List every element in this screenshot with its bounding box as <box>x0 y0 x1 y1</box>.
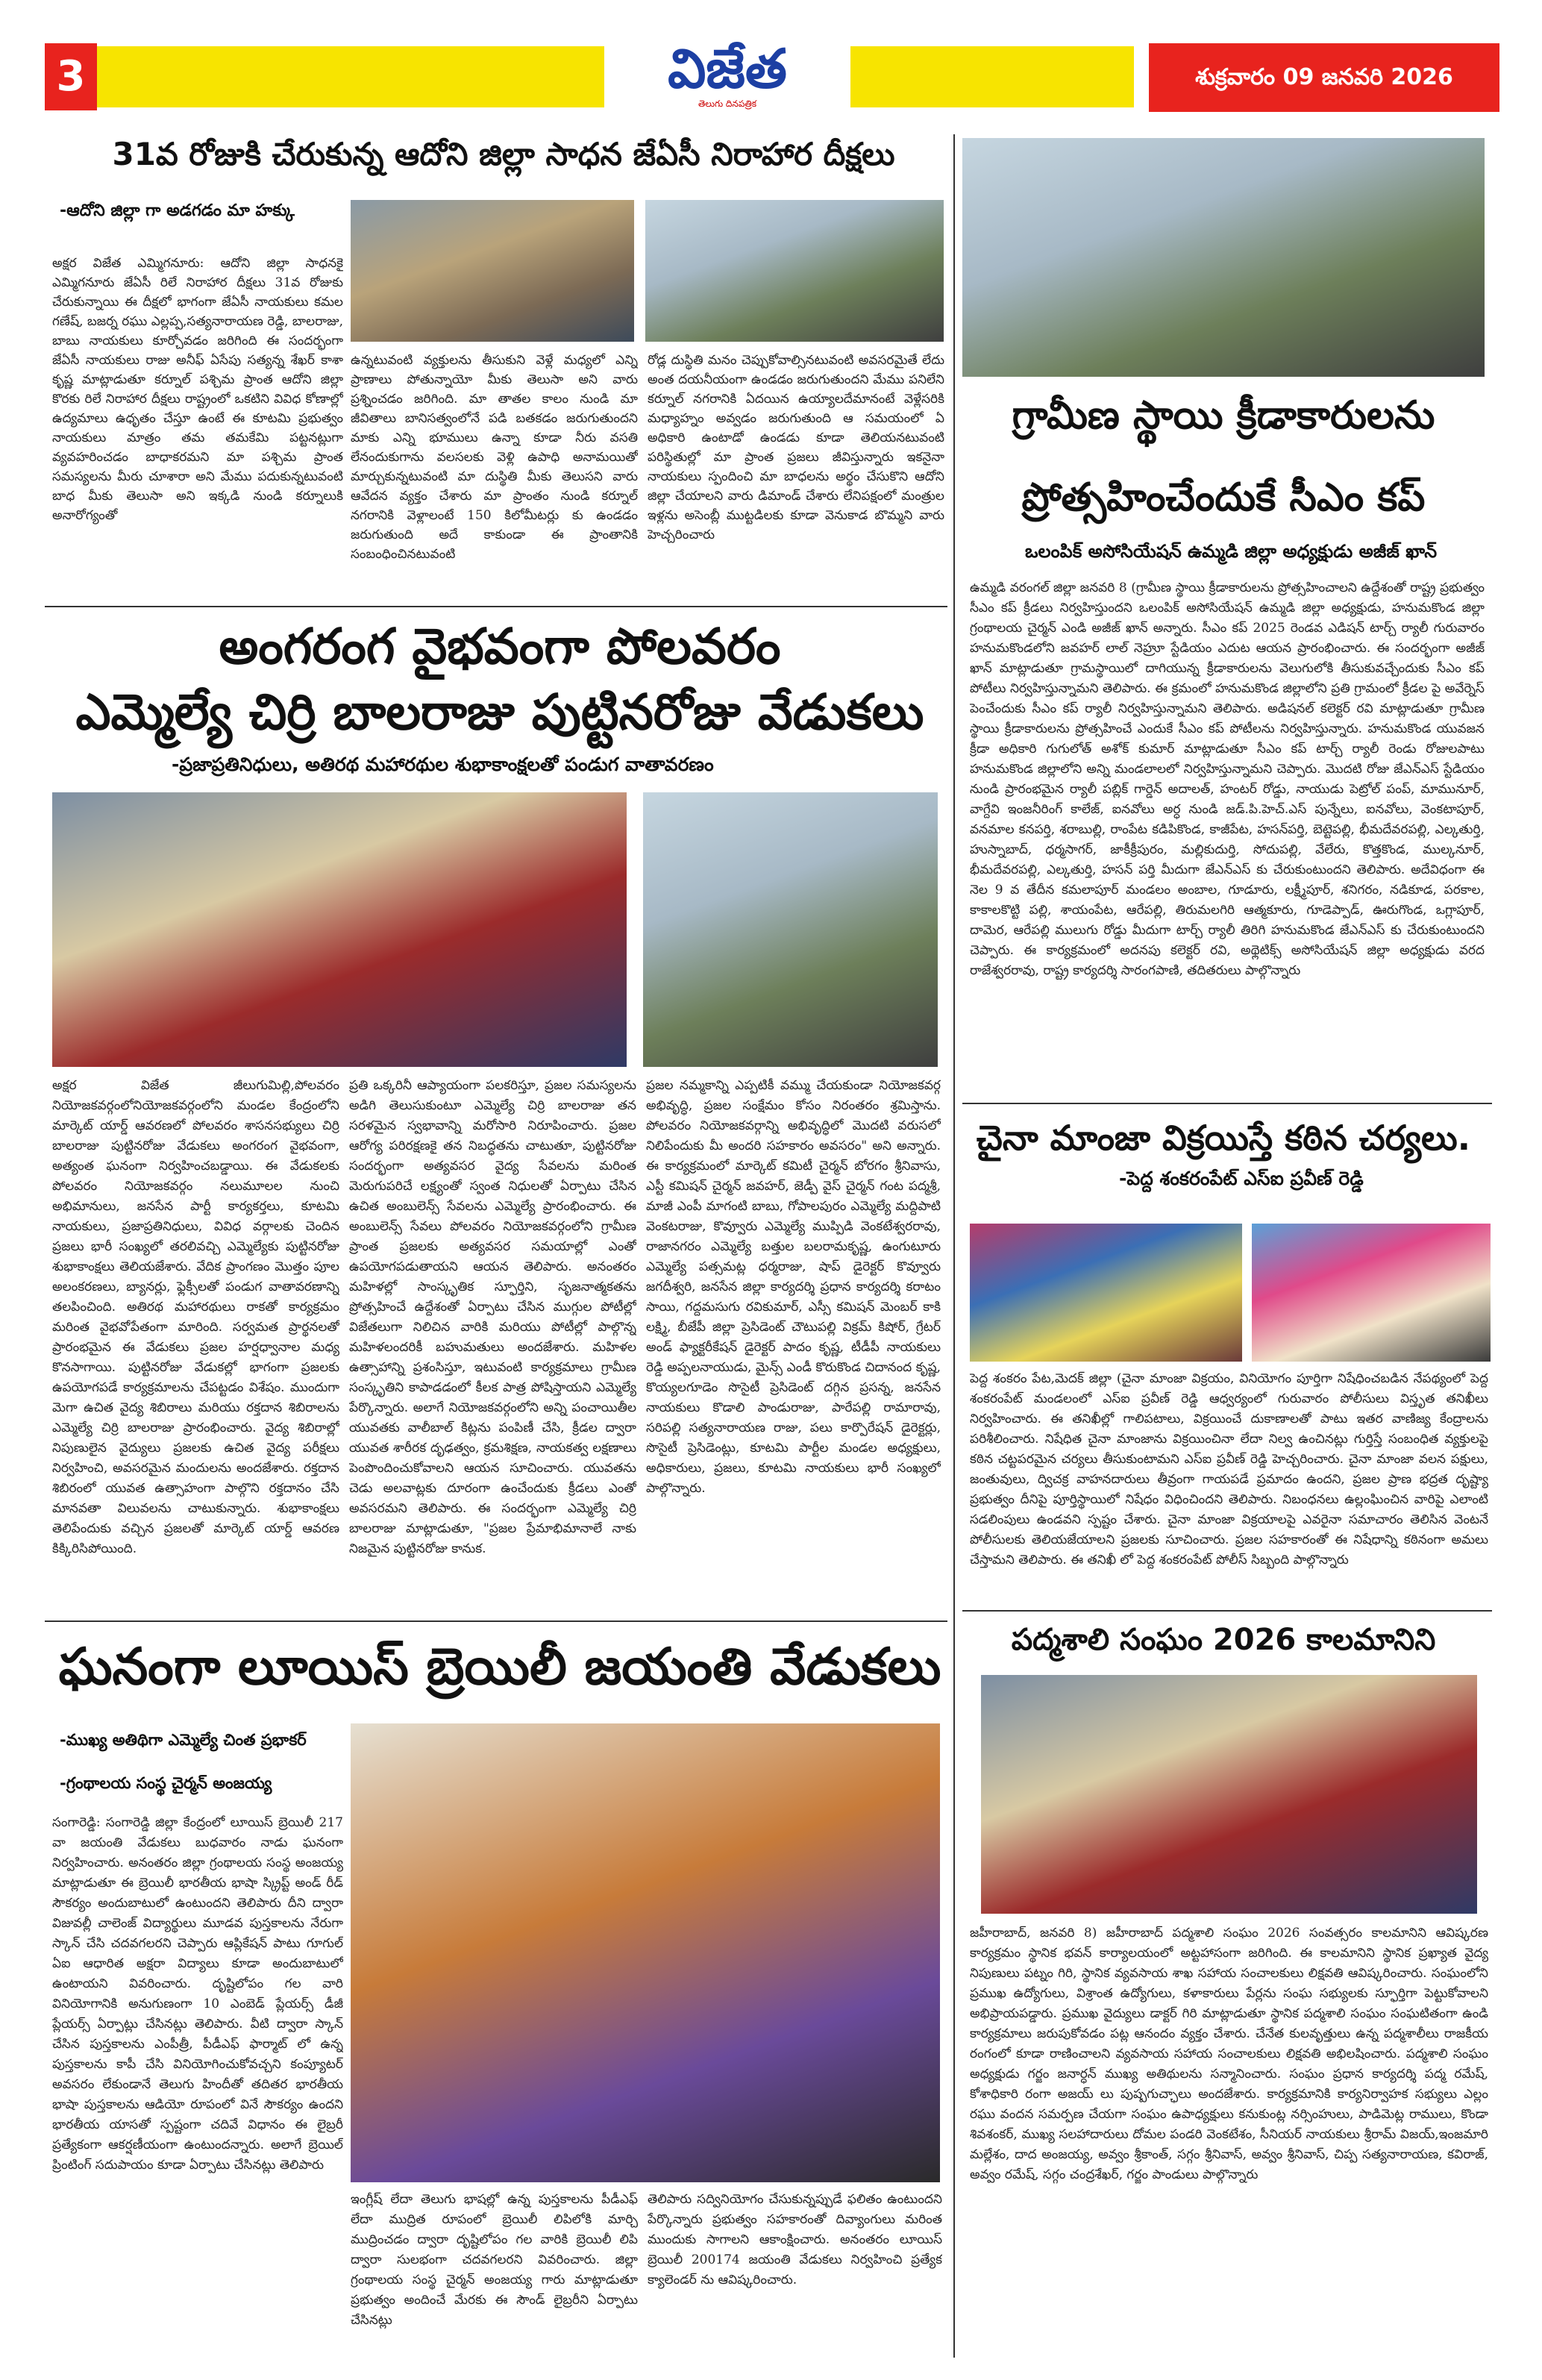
story4-headline-1: గ్రామీణ స్థాయి క్రీడాకారులను <box>1012 393 1435 438</box>
story2-headline-2: ఎమ్మెల్యే చిర్రి బాలరాజు పుట్టినరోజు వేడుకలు <box>75 683 924 741</box>
story6-headline: పద్మశాలి సంఘం 2026 కాలమానిని <box>1011 1623 1436 1657</box>
story5-body: పెద్ద శంకరం పేట,మెదక్ జిల్లా (చైనా మాంజా విక్రయం, వినియోగం పూర్తిగా నిషేధించబడిన నేపథ్యంలో పెద్ద శంకరంపేట్ మండలంలో ఎస్ఐ ప్రవీణ్ రెడ్డి ఆధ్వర్యంలో గురువారం పోలీసులు విస్తృత తనిఖీలు నిర్వహించారు. ఈ తనిఖీల్లో గాలిపటాలు, విక్రయించే దుకాణాలతో పాటు ఇతర వాణిజ్య కేంద్రాలను పరిశీలించారు. నిషేధిత చైనా మాంజాను విక్రయించినా లేదా నిల్వ ఉంచినట్లు గుర్తిస్తే సంబంధిత వ్యక్తులపై కఠిన చట్టపరమైన చర్యలు తీసుకుంటామని ఎస్ఐ ప్రవీణ్ రెడ్డి హెచ్చరించారు. చైనా మాంజా వలన పక్షులు, జంతువులు, ద్విచక్ర వాహనదారులు తీవ్రంగా గాయపడే ప్రమాదం ఉందని, ప్రజల ప్రాణ భద్రత దృష్ట్యా ప్రభుత్వం దీనిపై పూర్తిస్థాయిలో నిషేధం విధించిందని తెలిపారు. నిబంధనలు ఉల్లంఘించిన వారిపై ఎలాంటి సడలింపులు ఉండవని స్పష్టం చేశారు. చైనా మాంజా విక్రయాలపై ఎవరైనా సమాచారం తెలిసిన వెంటనే పోలీసులకు తెలియజేయాలని ప్రజలకు సూచించారు. ప్రజల సహకారంతో ఈ నిషేధాన్ని కఠినంగా అమలు చేస్తామని తెలిపారు. ఈ తనిఖీ లో పెద్ద శంకరంపేట్ పోలీస్ సిబ్బంది పాల్గొన్నారు <box>970 1371 1488 1568</box>
divider <box>962 1103 1492 1104</box>
story2-subhead: -ప్రజాప్రతినిధులు, అతిరథ మహారథుల శుభాకాంక్షలతో పండుగ వాతావరణం <box>172 754 714 775</box>
column-divider <box>953 134 955 2358</box>
story3-col2: ఇంగ్లీష్ లేదా తెలుగు భాషల్లో ఉన్న పుస్తకాలను పీడీఎఫ్ లేదా ముద్రిత రూపంలో బ్రెయిలీ లిపిలోకి మార్చి ముద్రించడం ద్వారా దృష్టిలోపం గల వారికి బ్రెయిలీ లిపి ద్వారా సులభంగా చదవగలరని వివరించారు. జిల్లా గ్రంథాలయ సంస్థ చైర్మన్ అంజయ్య గారు మాట్లాడుతూ ప్రభుత్వం అందించే మేరకు ఈ సౌండ్ లైబ్రరీని ఏర్పాటు చేసినట్లు <box>351 2192 638 2328</box>
story4-headline-2: ప్రోత్సహించేందుకే సీఎం కప్ <box>1021 475 1426 520</box>
story2-col3: ప్రజల నమ్మకాన్ని ఎప్పటికీ వమ్ము చేయకుండా నియోజకవర్గ అభివృద్ధి, ప్రజల సంక్షేమం కోసం నిరంతరం శ్రమిస్తాను. పోలవరం నియోజకవర్గాన్ని అభివృద్ధిలో మొదటి వరుసలో నిలిపేందుకు మీ అందరి సహకారం అవసరం" అని అన్నారు. ఈ కార్యక్రమంలో మార్కెట్ కమిటీ చైర్మన్ బోరగం శ్రీనివాసు, ఎస్టీ కమిషన్ చైర్మన్ జవహర్, జెడ్పీ వైస్ చైర్మన్ గంట పద్మశ్రీ, మాజీ ఎంపీ మాగంటి బాబు, గోపాలపురం ఎమ్మెల్యే మద్దిపాటి వెంకటరాజు, కొవ్వూరు ఎమ్మెల్యే ముప్పిడి వెంకటేశ్వరరావు, రాజానగరం ఎమ్మెల్యే బత్తుల బలరామకృష్ణ, ఉంగుటూరు ఎమ్మెల్యే పత్సమట్ల ధర్మరాజు, షాప్ డైరెక్టర్ కొవ్వూరు జగదీశ్వరి, జనసేన జిల్లా కార్యదర్శి ప్రధాన కార్యదర్శి కరాటం సాయి, గద్దమసుగు రవికుమార్, ఎస్సీ కమిషన్ మెంబర్ కాకి లక్ష్మి, బీజేపీ జిల్లా ప్రెసిడెంట్ చౌటుపల్లి విక్రమ్ కిషోర్, గ్రేటర్ అండ్ ఫ్యాక్టరీకేషన్ డైరెక్టర్ పాదం కృష్ణ, టీడీపీ నాయకులు రెడ్డి అప్పలనాయుడు, మైన్స్ ఎండీ కొరుకొండ చిదానంద కృష్ణ, కొయ్యలగూడెం సొసైటీ ప్రెసిడెంట్ దగ్గిన ప్రసన్న, జనసేన నాయకులు కొడాలి పాండురాజు, పారేపల్లి రామారావు, సరిపల్లి సత్యనారాయణ రాజు, పలు కార్పొరేషన్ డైరెక్టర్లు, సొసైటీ ప్రెసిడెంట్లు, కూటమి పార్టీల మండల అధ్యక్షులు, అధికారులు, ప్రజలు, కూటమి నాయకులు భారీ సంఖ్యలో పాల్గొన్నారు. <box>646 1078 941 1496</box>
story1-subhead: -ఆదోని జిల్లా గా అడగడం మా హక్కు <box>60 201 295 220</box>
story6-photo <box>981 1675 1477 1914</box>
story2-photo-1 <box>52 792 627 1067</box>
story2-headline-1: అంగరంగ వైభవంగా పోలవరం <box>219 618 781 675</box>
story1-col1: అక్షర విజేత ఎమ్మిగనూరు: ఆదోని జిల్లా సాధనకై ఎమ్మిగనూరు జేఏసీ రిలే నిరాహార దీక్షలు 31వ రోజుకు చేరుకున్నాయి ఈ దీక్షలో భాగంగా జేఏసీ నాయకులు కమల గణేష్, బజర్న రఘు ఎల్లప్ప,సత్యనారాయణ రెడ్డి, బాలరాజు, బాబు నాయకులు కూర్చోవడం జరిగింది ఈ సందర్భంగా జేఏసీ నాయకులు రాజు అనీఫ్ ఏసేపు సత్యన్న శేఖర్ కాశా కృష్ణ మాట్లాడుతూ కర్నూల్ పశ్చిమ ప్రాంత ఆదోని జిల్లా కొరకు రిలే నిరాహార దీక్షలు రాష్ట్రంలో ఒకటిని వివిధ కోణాల్లో ఉద్యమాలు ఉధృతం చేస్తూ ఉంటే ఈ కూటమి ప్రభుత్వం నాయకులు మాత్రం తమ తమకేమి పట్టనట్లుగా వ్యవహరించడం బాధాకరమని మా పశ్చిమ ప్రాంత సమస్యలను మీరు చూశారా అని మేము పదుకున్నటువంటి బాధ మీకు తెలుసా అని ఇక్కడి నుండి కర్నూలుకి అనారోగ్యంతో <box>52 256 343 523</box>
story5-headline: చైనా మాంజా విక్రయిస్తే కఠిన చర్యలు. <box>976 1118 1471 1158</box>
story1-headline: 31వ రోజుకి చేరుకున్న ఆదోని జిల్లా సాధన జేఏసీ నిరాహార దీక్షలు <box>112 136 895 172</box>
story3-col3: తెలిపారు సద్వినియోగం చేసుకున్నప్పుడే ఫలితం ఉంటుందని పేర్కొన్నారు ప్రభుత్వం సహకారంతో దివ్యాంగులు మరింత ముందుకు సాగాలని ఆకాంక్షించారు. అనంతరం లూయిస్ బ్రెయిలీ 200174 జయంతి వేడుకలు నిర్వహించి ప్రత్యేక క్యాలెండర్ ను ఆవిష్కరించారు. <box>648 2192 942 2287</box>
story1-photo-2 <box>645 200 944 342</box>
story2-col2: ప్రతి ఒక్కరినీ ఆప్యాయంగా పలకరిస్తూ, ప్రజల సమస్యలను అడిగి తెలుసుకుంటూ ఎమ్మెల్యే చిర్రి బాలరాజు తన సరళమైన స్వభావాన్ని మరోసారి నిరూపించారు. ప్రజల ఆరోగ్య పరిరక్షణకై తన నిబద్ధతను చాటుతూ, పుట్టినరోజు సందర్భంగా అత్యవసర వైద్య సేవలను మరింత మెరుగుపరిచే లక్ష్యంతో స్వంత నిధులతో ఏర్పాటు చేసిన ఉచిత అంబులెన్స్ సేవలను ఎమ్మెల్యే ప్రారంభించారు. ఈ అంబులెన్స్ సేవలు పోలవరం నియోజకవర్గంలోని గ్రామీణ ప్రాంత ప్రజలకు అత్యవసర సమయాల్లో ఎంతో ఉపయోగపడుతాయని ఆయన తెలిపారు. అనంతరం మహిళల్లో సాంస్కృతిక స్ఫూర్తిని, సృజనాత్మకతను ప్రోత్సహించే ఉద్దేశంతో ఏర్పాటు చేసిన ముగ్గుల పోటీల్లో విజేతలుగా నిలిచిన వారికి మరియు పోటీల్లో పాల్గొన్న మహిళలందరికీ బహుమతులు అందజేశారు. మహిళల ఉత్సాహాన్ని ప్రశంసిస్తూ, ఇటువంటి కార్యక్రమాలు గ్రామీణ సంస్కృతిని కాపాడడంలో కీలక పాత్ర పోషిస్తాయని ఎమ్మెల్యే పేర్కొన్నారు. అలాగే నియోజకవర్గంలోని అన్ని పంచాయితీల యువతకు వాలీబాల్ కిట్లను పంపిణీ చేసి, క్రీడల ద్వారా యువత శారీరక దృఢత్వం, క్రమశిక్షణ, నాయకత్వ లక్షణాలు పెంపొందించుకోవాలని ఆయన సూచించారు. యువతను చెడు అలవాట్లకు దూరంగా ఉంచేందుకు క్రీడలు ఎంతో అవసరమని తెలిపారు. ఈ సందర్భంగా ఎమ్మెల్యే చిర్రి బాలరాజు మాట్లాడుతూ, "ప్రజల ప్రేమాభిమానాలే నాకు నిజమైన పుట్టినరోజు కానుక. <box>349 1078 636 1556</box>
masthead <box>604 39 850 121</box>
page-number: 3 <box>45 43 97 110</box>
story3-col1: సంగారెడ్డి: సంగారెడ్డి జిల్లా కేంద్రంలో లూయిస్ బ్రెయిలీ 217 వా జయంతి వేడుకలు బుధవారం నాడు ఘనంగా నిర్వహించారు. అనంతరం జిల్లా గ్రంథాలయ సంస్థ అంజయ్య మాట్లాడుతూ ఈ బ్రెయిలీ భారతీయ భాషా స్క్రిప్ట్ అండ్ రీడ్ సౌకర్యం అందుబాటులో ఉంటుందని తెలిపారు దీని ద్వారా విజువల్లీ చాలెంజ్ విద్యార్థులు మూడవ పుస్తకాలను నేరుగా స్కాన్ చేసి చదవగలరని చెప్పారు ఆప్లికేషన్ పాటు గూగుల్ ఏఐ ఆధారిత అక్షరా విద్యాలు కూడా అందుబాటులో ఉంటాయని వివరించారు. దృష్టిలోపం గల వారి వినియోగానికి అనుగుణంగా 10 ఎంబెడ్ ప్లేయర్స్ డీజీ ప్లేయర్స్ ఏర్పాట్లు చేసినట్లు తెలిపారు. వీటి ద్వారా స్కాన్ చేసిన పుస్తకాలను ఎంపీత్రీ, పీడీఎఫ్ ఫార్మాట్ లో ఉన్న పుస్తకాలను కాపీ చేసి వినియోగించుకోవచ్చని కంప్యూటర్ అవసరం లేకుండానే తెలుగు హిందీతో తదితర భారతీయ భాషా పుస్తకాలను ఆడియో రూపంలో వినే సౌకర్యం ఉందని భారతీయ యాసతో స్పష్టంగా చదివే విధానం ఈ లైబ్రరీ ప్రత్యేకంగా ఆకర్షణీయంగా ఉంటుందన్నారు. అలాగే బ్రెయిల్ ప్రింటింగ్ సదుపాయం కూడా ఏర్పాటు చేసినట్లు తెలిపారు <box>52 1815 343 2173</box>
divider <box>45 606 947 607</box>
divider <box>962 1610 1492 1612</box>
story4-photo <box>962 138 1485 377</box>
story2-photo-2 <box>643 792 938 1067</box>
story4-subhead: ఒలంపిక్ అసోసియేషన్ ఉమ్మడి జిల్లా అధ్యక్షుడు అజీజ్ ఖాన్ <box>1024 541 1438 562</box>
story4-body: ఉమ్మడి వరంగల్ జిల్లా జనవరి 8 (గ్రామీణ స్థాయి క్రీడాకారులను ప్రోత్సహించాలని ఉద్దేశంతో రాష్ట్ర ప్రభుత్వం సీఎం కప్ క్రీడలు నిర్వహిస్తుందని ఒలంపిక్ అసోసియేషన్ ఉమ్మడి జిల్లా అధ్యక్షుడు, హనుమకొండ జిల్లా గ్రంథాలయ చైర్మన్ ఎండి అజీజ్ ఖాన్ అన్నారు. సీఎం కప్ 2025 రెండవ ఎడిషన్ టార్చ్ ర్యాలీ గురువారం హనుమకొండలోని జవహర్ లాల్ నెహ్రూ స్టేడియం ఎదుట ఆయన ప్రారంభించారు. ఈ సందర్భంగా అజీజ్ ఖాన్ మాట్లాడుతూ గ్రామస్థాయిలో దాగియున్న క్రీడాకారులను వెలుగులోకి తీసుకువచ్చేందుకు సీఎం కప్ పోటీలు నిర్వహిస్తున్నామని తెలిపారు. ఈ క్రమంలో హనుమకొండ జిల్లాలోని ప్రతి గ్రామంలో క్రీడల పై అవేర్నెస్ పెంచేందుకు సీఎం కప్ ర్యాలీ నిర్వహిస్తున్నామని తెలిపారు. అడిషనల్ కలెక్టర్ రవి మాట్లాడుతూ గ్రామీణ స్థాయి క్రీడాకారులను ప్రోత్సహించే ఎందుకే సీఎం కప్ పోటీలను నిర్వహిస్తున్నారు. హనుమకొండ యువజన క్రీడా అధికారి గుగులోత్ అశోక్ కుమార్ మాట్లాడుతూ సీఎం కప్ టార్చ్ ర్యాలీ రెండు రోజులపాటు హనుమకొండ జిల్లాలోని అన్ని మండలాలలో నిర్వహిస్తున్నామని చెప్పారు. మొదటి రోజు జేఎన్ఎస్ స్టేడియం నుండి ప్రారంభమైన ర్యాలీ పబ్లిక్ గార్డెన్ అదాలత్, హంటర్ రోడ్డు, నాయుడు పెట్రోల్ పంప్, మామునూర్, వాగ్దేవి ఇంజనీరింగ్ కాలేజ్, ఐనవోలు అర్ధ నుండి జడ్.పి.హెచ్.ఎస్ పున్నేలు, ఐనవోలు, వెంకటాపూర్, వనమాల కనపర్తి, శరాబుల్లి, రాంపేట కడిపికొండ, కాజీపేట, హసన్‌పర్తి, బెట్టెపల్లి, భీమదేవరపల్లి, ఎల్కతుర్తి, హుస్నాబాద్, ధర్మసాగర్, జాకీక్రీపురం, మల్లికుదుర్తి, సోదుపల్లి, వేలేరు, కొత్తకొండ, ముల్కనూర్, భీమదేవరపల్లి, ఎల్కతుర్తి, హసన్ పర్తి మీదుగా జేఎన్ఎస్ కు చేరుకుంటుందని తెలిపారు. అదేవిధంగా ఈ నెల 9 వ తేదీన కమలాపూర్ మండలం అంబాల, గూడూరు, లక్ష్మీపూర్, శనిగరం, నడికూడ, పరకాల, కాకాలకొట్టి పల్లి, శాయంపేట, ఆరేపల్లి, తిరుమలగిరి ఆత్మకూరు, గూడెప్పాడ్, ఊరుగొండ, ఒగ్లాపూర్, దామెర, ఆరేపల్లి ములుగు రోడ్డు మీదుగా టార్చ్ ర్యాలీ తిరిగి హనుమకొండ జేఎన్ఎస్ కు చేరుకుంటుందని చెప్పారు. ఈ కార్యక్రమంలో అదనపు కలెక్టర్ రవి, అథ్లెటిక్స్ అసోసియేషన్ జిల్లా అధ్యక్షుడు వరద రాజేశ్వరరావు, రాష్ట్ర కార్యదర్శి సారంగపాణి, తదితరులు పాల్గొన్నారు <box>970 580 1485 978</box>
story1-col3: రోడ్ల దుస్థితి మనం చెప్పుకోవాల్సినటువంటి అవసరమైతే లేదు అంత దయనీయంగా ఉండడం జరుగుతుందని మేము పనిలేని కర్నూల్ నగరానికి ఏదయిన ఉయ్యాలదేమానంటే వెళ్లేసరికి మధ్యాహ్నం అవ్వడం జరుగుతుంది ఆ సమయంలో ఏ అధికారి ఉంటాడో ఉండడు కూడా తెలియనటువంటి పరిస్థితుల్లో మా ప్రాంత ప్రజలు జీవిస్తున్నారు ఇకనైనా నాయకులు స్పందించి మా బాధలను అర్థం చేసుకొని ఆదోని జిల్లా చేయాలని వారు డిమాండ్ చేశారు లేనిపక్షంలో మంత్రుల ఇళ్లను అసెంబ్లీ ముట్టడిలకు కూడా వెనుకాడ బొమ్మని వారు హెచ్చరించారు <box>648 353 944 542</box>
masthead-logo: విజేత <box>668 37 787 100</box>
divider <box>45 1620 947 1622</box>
story3-headline: ఘనంగా లూయిస్ బ్రెయిలీ జయంతి వేడుకలు <box>58 1638 941 1697</box>
issue-date: శుక్రవారం 09 జనవరి 2026 <box>1149 43 1499 112</box>
story1-photo-1 <box>351 200 634 342</box>
story6-body: జహీరాబాద్, జనవరి 8) జహీరాబాద్ పద్మశాలి సంఘం 2026 సంవత్సరం కాలమానిని ఆవిష్కరణ కార్యక్రమం స్థానిక భవన్ కార్యాలయంలో అట్టహాసంగా జరిగింది. ఈ కాలమానిని స్థానిక ప్రఖ్యాత వైద్య నిపుణులు పట్నం గిరి, స్థానిక వ్యవసాయ శాఖ సహాయ సంచాలకులు లిక్షవతి ఆవిష్కరించారు. సంఘంలోని ప్రముఖ ఉద్యోగులు, విశ్రాంత ఉద్యోగులు, కళాకారులు పేర్లను సంఘ సభ్యులకు స్ఫూర్తిగా పెట్టుకోవాలని అభిప్రాయపడ్డారు. ప్రముఖ వైద్యులు డాక్టర్ గిరి మాట్లాడుతూ స్థానిక పద్మశాలి సంఘం సంఘటితంగా ఉండి కార్యక్రమాలు జరుపుకోవడం పట్ల ఆనందం వ్యక్తం చేశారు. చేనేత కులవృత్తులు ఉన్న పద్మశాలీలు రాజకీయ రంగంలో కూడా రాణించాలని వ్యవసాయ సహాయ సంచాలకులు లిక్షవతి అభిలషించారు. పద్మశాలి సంఘం అధ్యక్షుడు గర్జం జనార్ధన్ ముఖ్య అతిథులను సన్మానించారు. సంఘం ప్రధాన కార్యదర్శి పద్మ రమేష్, కోశాధికారి రంగా అజయ్ లు పుష్పగుచ్ఛాలు అందజేశారు. కార్యక్రమానికి కార్యనిర్వాహక సభ్యులు ఎల్లం రఘు వందన సమర్పణ చేయగా సంఘం ఉపాధ్యక్షులు కనుకుంట్ల నర్సింహులు, పాడిమెట్ల రాములు, కొండా శివశంకర్, ముఖ్య సలహాదారులు దోమల పండరి వెంకటేశం, సీనియర్ నాయకులు శ్రీరామ్ విజయ్,ఇంజమారి మల్లేశం, దాద అంజయ్య, అవ్వం శ్రీకాంత్, సగ్గం శ్రీనివాస్, అవ్వం శ్రీనివాస్, చిప్ప సత్యనారాయణ, కవిరాజ్, అవ్వం రమేష్, సగ్గం చంద్రశేఖర్, గర్జం పాండులు పాల్గొన్నారు <box>970 1926 1488 2182</box>
story5-subhead: -పెద్ద శంకరంపేట్ ఎస్ఐ ప్రవీణ్ రెడ్డి <box>1119 1168 1364 1189</box>
masthead-tagline: తెలుగు దినపత్రిక <box>698 98 757 109</box>
story3-photo <box>351 1723 940 2182</box>
story5-photo-1 <box>970 1224 1242 1362</box>
story1-col2: ఉన్నటువంటి వ్యక్తులను తీసుకుని వెళ్లే మధ్యలో ఎన్ని ప్రాణాలు పోతున్నాయో మీకు తెలుసా అని వారు ప్రశ్నించడం జరిగింది. మా తాతల కాలం నుండి మా జీవితాలు బానిసత్వంలోనే పడి బతకడం జరుగుతుందని మాకు ఎన్ని భూములు ఉన్నా కూడా నీరు వసతి లేనందుకుగాను వలసలకు వెళ్లి ఉపాధి అనామయితో మార్చుకున్నటువంటి మా దుస్థితి మీకు తెలుసని వారు ఆవేదన వ్యక్తం చేశారు మా ప్రాంతం నుండి కర్నూల్ నగరానికి వెళ్లాలంటే 150 కిలోమీటర్లు కు ఉండడం జరుగుతుంది అదే కాకుండా ఈ ప్రాంతానికి సంబంధించినటువంటి <box>351 353 638 562</box>
story3-subhead-2: -గ్రంథాలయ సంస్థ చైర్మన్ అంజయ్య <box>60 1774 272 1792</box>
story2-col1: అక్షర విజేత జీలుగుమిల్లి,పోలవరం నియోజకవర్గంలోనియోజకవర్గంలోని మండల కేంద్రంలోని మార్కెట్ యార్డ్ ఆవరణలో పోలవరం శాసనసభ్యులు చిర్రి బాలరాజు పుట్టినరోజు వేడుకలు అంగరంగ వైభవంగా, అత్యంత ఘనంగా నిర్వహించబడ్డాయి. ఈ వేడుకలకు పోలవరం నియోజకవర్గం నలుమూలల నుంచి అభిమానులు, జనసేన పార్టీ కార్యకర్తలు, కూటమి నాయకులు, ప్రజాప్రతినిధులు, వివిధ వర్గాలకు చెందిన ప్రజలు భారీ సంఖ్యలో తరలివచ్చి ఎమ్మెల్యేకు పుట్టినరోజు శుభాకాంక్షలు తెలియజేశారు. వేదిక ప్రాంగణం మొత్తం పూల అలంకరణలు, బ్యానర్లు, ఫ్లెక్సీలతో పండుగ వాతావరణాన్ని తలపించింది. అతిరథ మహారథులు రాకతో కార్యక్రమం మరింత వైభవోపేతంగా మారింది. సర్వమత ప్రార్థనలతో ప్రారంభమైన ఈ వేడుకలు ప్రజల హర్షధ్వానాల మధ్య కొనసాగాయి. పుట్టినరోజు వేడుకల్లో భాగంగా ప్రజలకు ఉపయోగపడే కార్యక్రమాలను చేపట్టడం విశేషం. ముందుగా మెగా ఉచిత వైద్య శిబిరాలు మరియు రక్తదాన శిబిరాలను ఎమ్మెల్యే చిర్రి బాలరాజు ప్రారంభించారు. వైద్య శిబిరాల్లో నిపుణులైన వైద్యులు ప్రజలకు ఉచిత వైద్య పరీక్షలు నిర్వహించి, అవసరమైన మందులను అందజేశారు. రక్తదాన శిబిరంలో యువత ఉత్సాహంగా పాల్గొని రక్తదానం చేసి మానవతా విలువలను చాటుకున్నారు. శుభాకాంక్షలు తెలిపేందుకు వచ్చిన ప్రజలతో మార్కెట్ యార్డ్ ఆవరణ కిక్కిరిసిపోయింది. <box>52 1078 339 1556</box>
story3-subhead-1: -ముఖ్య అతిథిగా ఎమ్మెల్యే చింత ప్రభాకర్ <box>60 1731 307 1749</box>
story5-photo-2 <box>1252 1224 1491 1362</box>
